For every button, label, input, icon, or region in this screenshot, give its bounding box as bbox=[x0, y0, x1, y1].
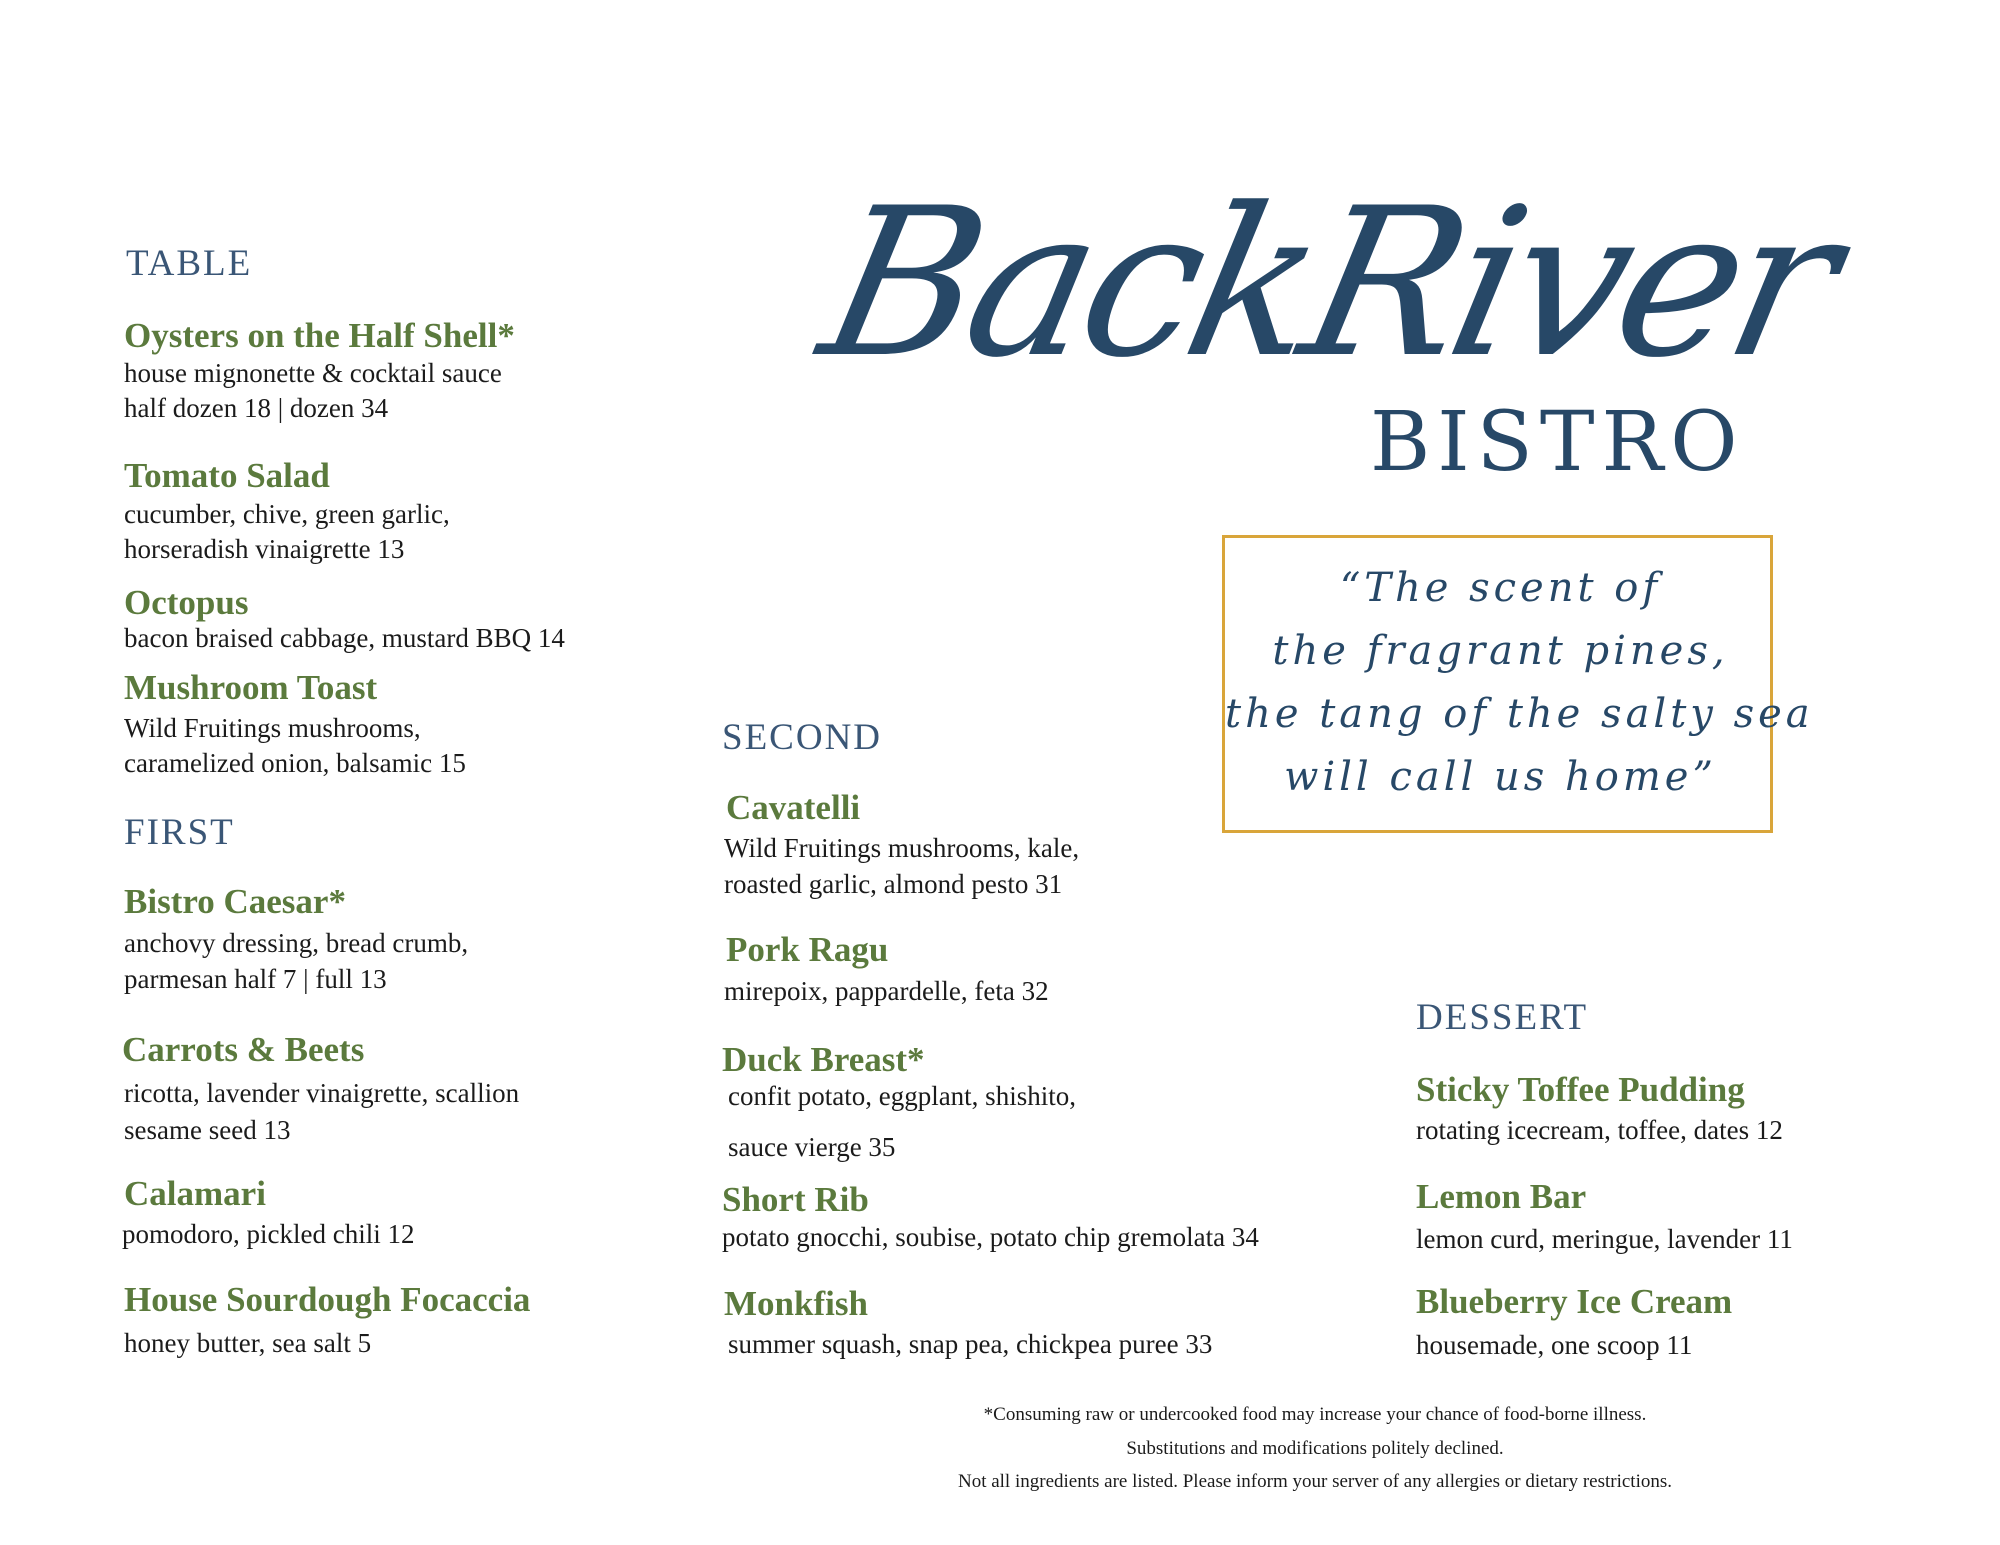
menu-item-name: House Sourdough Focaccia bbox=[124, 1280, 531, 1319]
footnote: Not all ingredients are listed. Please inform your server of any allergies or dietary restrictions. bbox=[957, 1471, 1673, 1492]
footnote: *Consuming raw or undercooked food may increase your chance of food-borne illness. bbox=[983, 1404, 1647, 1425]
menu-item-desc: roasted garlic, almond pesto 31 bbox=[724, 869, 1063, 899]
menu-item-name: Lemon Bar bbox=[1416, 1177, 1587, 1216]
menu-item-name: Cavatelli bbox=[726, 788, 861, 827]
menu-item-desc: rotating icecream, toffee, dates 12 bbox=[1416, 1115, 1783, 1145]
logo-script: BackRiver bbox=[804, 165, 1851, 403]
menu-item-name: Carrots & Beets bbox=[122, 1030, 365, 1069]
menu-item-name: Bistro Caesar* bbox=[124, 882, 346, 921]
menu-item-desc: sauce vierge 35 bbox=[728, 1132, 896, 1162]
menu-item-desc: cucumber, chive, green garlic, bbox=[124, 499, 450, 529]
menu-item-desc: caramelized onion, balsamic 15 bbox=[124, 748, 466, 778]
quote-box bbox=[1222, 535, 1814, 833]
menu-item-desc: bacon braised cabbage, mustard BBQ 14 bbox=[124, 623, 565, 653]
menu-item-desc: horseradish vinaigrette 13 bbox=[124, 534, 405, 564]
menu-item-desc: mirepoix, pappardelle, feta 32 bbox=[724, 976, 1049, 1006]
menu-item-name: Short Rib bbox=[722, 1180, 869, 1219]
menu-item-name: Tomato Salad bbox=[124, 456, 330, 495]
menu-item-name: Duck Breast* bbox=[722, 1040, 925, 1079]
section-title-second: SECOND bbox=[722, 717, 883, 758]
quote-line: will call us home” bbox=[1284, 754, 1717, 800]
menu-item-desc: lemon curd, meringue, lavender 11 bbox=[1416, 1224, 1793, 1254]
menu-item-desc: Wild Fruitings mushrooms, kale, bbox=[724, 833, 1080, 863]
menu-item-desc: sesame seed 13 bbox=[124, 1115, 291, 1145]
menu-item-desc: summer squash, snap pea, chickpea puree 33 bbox=[728, 1329, 1213, 1359]
menu-item-desc: anchovy dressing, bread crumb, bbox=[124, 928, 469, 958]
quote-line: “The scent of bbox=[1339, 565, 1662, 611]
section-title-dessert: DESSERT bbox=[1416, 997, 1589, 1038]
menu-item-desc: housemade, one scoop 11 bbox=[1416, 1330, 1693, 1360]
section-title-first: FIRST bbox=[124, 812, 235, 853]
logo-bistro: BISTRO bbox=[1370, 395, 1745, 490]
menu-item-desc: parmesan half 7 | full 13 bbox=[124, 964, 387, 994]
quote-line: the tang of the salty sea bbox=[1225, 691, 1814, 737]
menu-item-desc: half dozen 18 | dozen 34 bbox=[124, 393, 389, 423]
menu-item-desc: honey butter, sea salt 5 bbox=[124, 1328, 372, 1358]
menu-item-name: Octopus bbox=[124, 583, 249, 622]
section-title-table: TABLE bbox=[126, 243, 253, 284]
menu-item-name: Pork Ragu bbox=[726, 930, 889, 969]
menu-item-desc: house mignonette & cocktail sauce bbox=[124, 358, 502, 388]
footnote: Substitutions and modifications politely declined. bbox=[1126, 1438, 1504, 1459]
menu-item-desc: ricotta, lavender vinaigrette, scallion bbox=[124, 1078, 520, 1108]
menu-item-name: Monkfish bbox=[724, 1284, 868, 1323]
menu-item-desc: confit potato, eggplant, shishito, bbox=[728, 1081, 1076, 1111]
menu-item-name: Mushroom Toast bbox=[124, 668, 378, 707]
menu-item-desc: pomodoro, pickled chili 12 bbox=[122, 1219, 415, 1249]
menu-item-name: Blueberry Ice Cream bbox=[1416, 1282, 1733, 1321]
menu-item-name: Calamari bbox=[124, 1174, 266, 1213]
menu-item-desc: Wild Fruitings mushrooms, bbox=[124, 713, 421, 743]
menu-item-name: Oysters on the Half Shell* bbox=[124, 316, 515, 355]
menu-item-desc: potato gnocchi, soubise, potato chip gremolata 34 bbox=[722, 1222, 1259, 1252]
quote-line: the fragrant pines, bbox=[1272, 628, 1729, 674]
menu-item-name: Sticky Toffee Pudding bbox=[1416, 1070, 1745, 1109]
